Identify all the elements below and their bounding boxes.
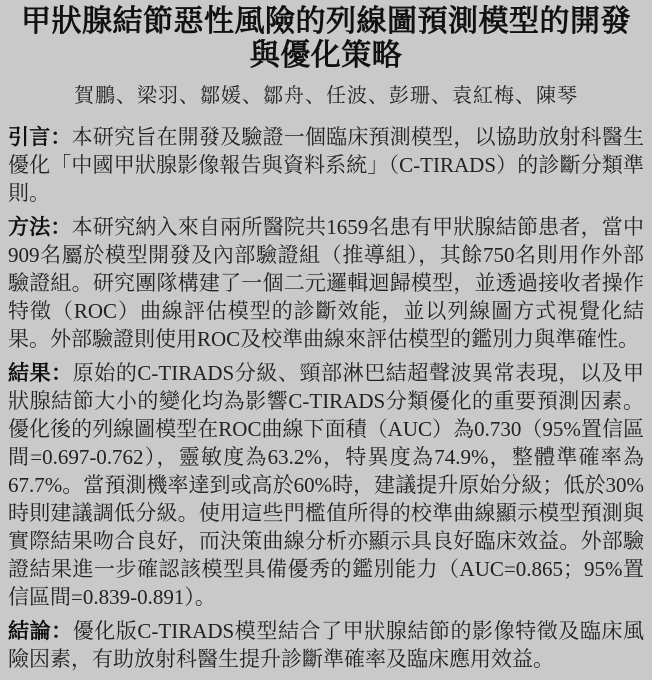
section-conclusion [8,617,644,673]
section-text-introduction: 本研究旨在開發及驗證一個臨床預測模型，以協助放射科醫生優化「中國甲狀腺影像報告與資料系統」（C-TIRADS）的診斷分類準則。 [8,125,645,205]
section-text-results: 原始的C-TIRADS分級、頸部淋巴結超聲波異常表現，以及甲狀腺結節大小的變化均為影響C-TIRADS分類優化的重要預測因素。優化後的列線圖模型在ROC曲線下面積（AUC）為0.730（95%置信區間=0.697-0.762），靈敏度為63.2%，特異度為74.9%，整體準確率為67.7%。當預測機率達到或高於60%時，建議提升原始分級；低於30%時則建議調低分級。使用這些門檻值所得的校準曲線顯示模型預測與實際結果吻合良好，而決策曲線分析亦顯示具良好臨床效益。外部驗證結果進一步確認該模型具備優秀的鑑別能力（AUC=0.865；95%置信區間=0.839-0.891）。 [8,361,644,609]
section-label-conclusion: 結論： [8,619,73,643]
section-text-methods: 本研究納入來自兩所醫院共1659名患有甲狀腺結節患者，當中909名屬於模型開發及內部驗證組（推導組），其餘750名則用作外部驗證組。研究團隊構建了一個二元邏輯迴歸模型，並透過接收者操作特徵（ROC）曲線評估模型的診斷效能，並以列線圖方式視覺化結果。外部驗證則使用ROC及校準曲線來評估模型的鑑別力與準確性。 [8,215,645,351]
section-text-conclusion: 優化版C-TIRADS模型結合了甲狀腺結節的影像特徵及臨床風險因素，有助放射科醫生提升診斷準確率及臨床應用效益。 [8,619,644,671]
section-label-methods: 方法： [8,215,72,239]
section-methods [8,213,644,353]
document-title: 甲狀腺結節惡性風險的列線圖預測模型的開發與優化策略 [21,5,631,72]
section-label-results: 結果： [8,361,73,385]
section-introduction [8,123,644,207]
section-label-introduction: 引言： [8,125,72,149]
authors-line: 賀鵬、梁羽、鄒媛、鄒舟、任波、彭珊、袁紅梅、陳琴 [74,85,578,107]
section-results [8,359,644,611]
